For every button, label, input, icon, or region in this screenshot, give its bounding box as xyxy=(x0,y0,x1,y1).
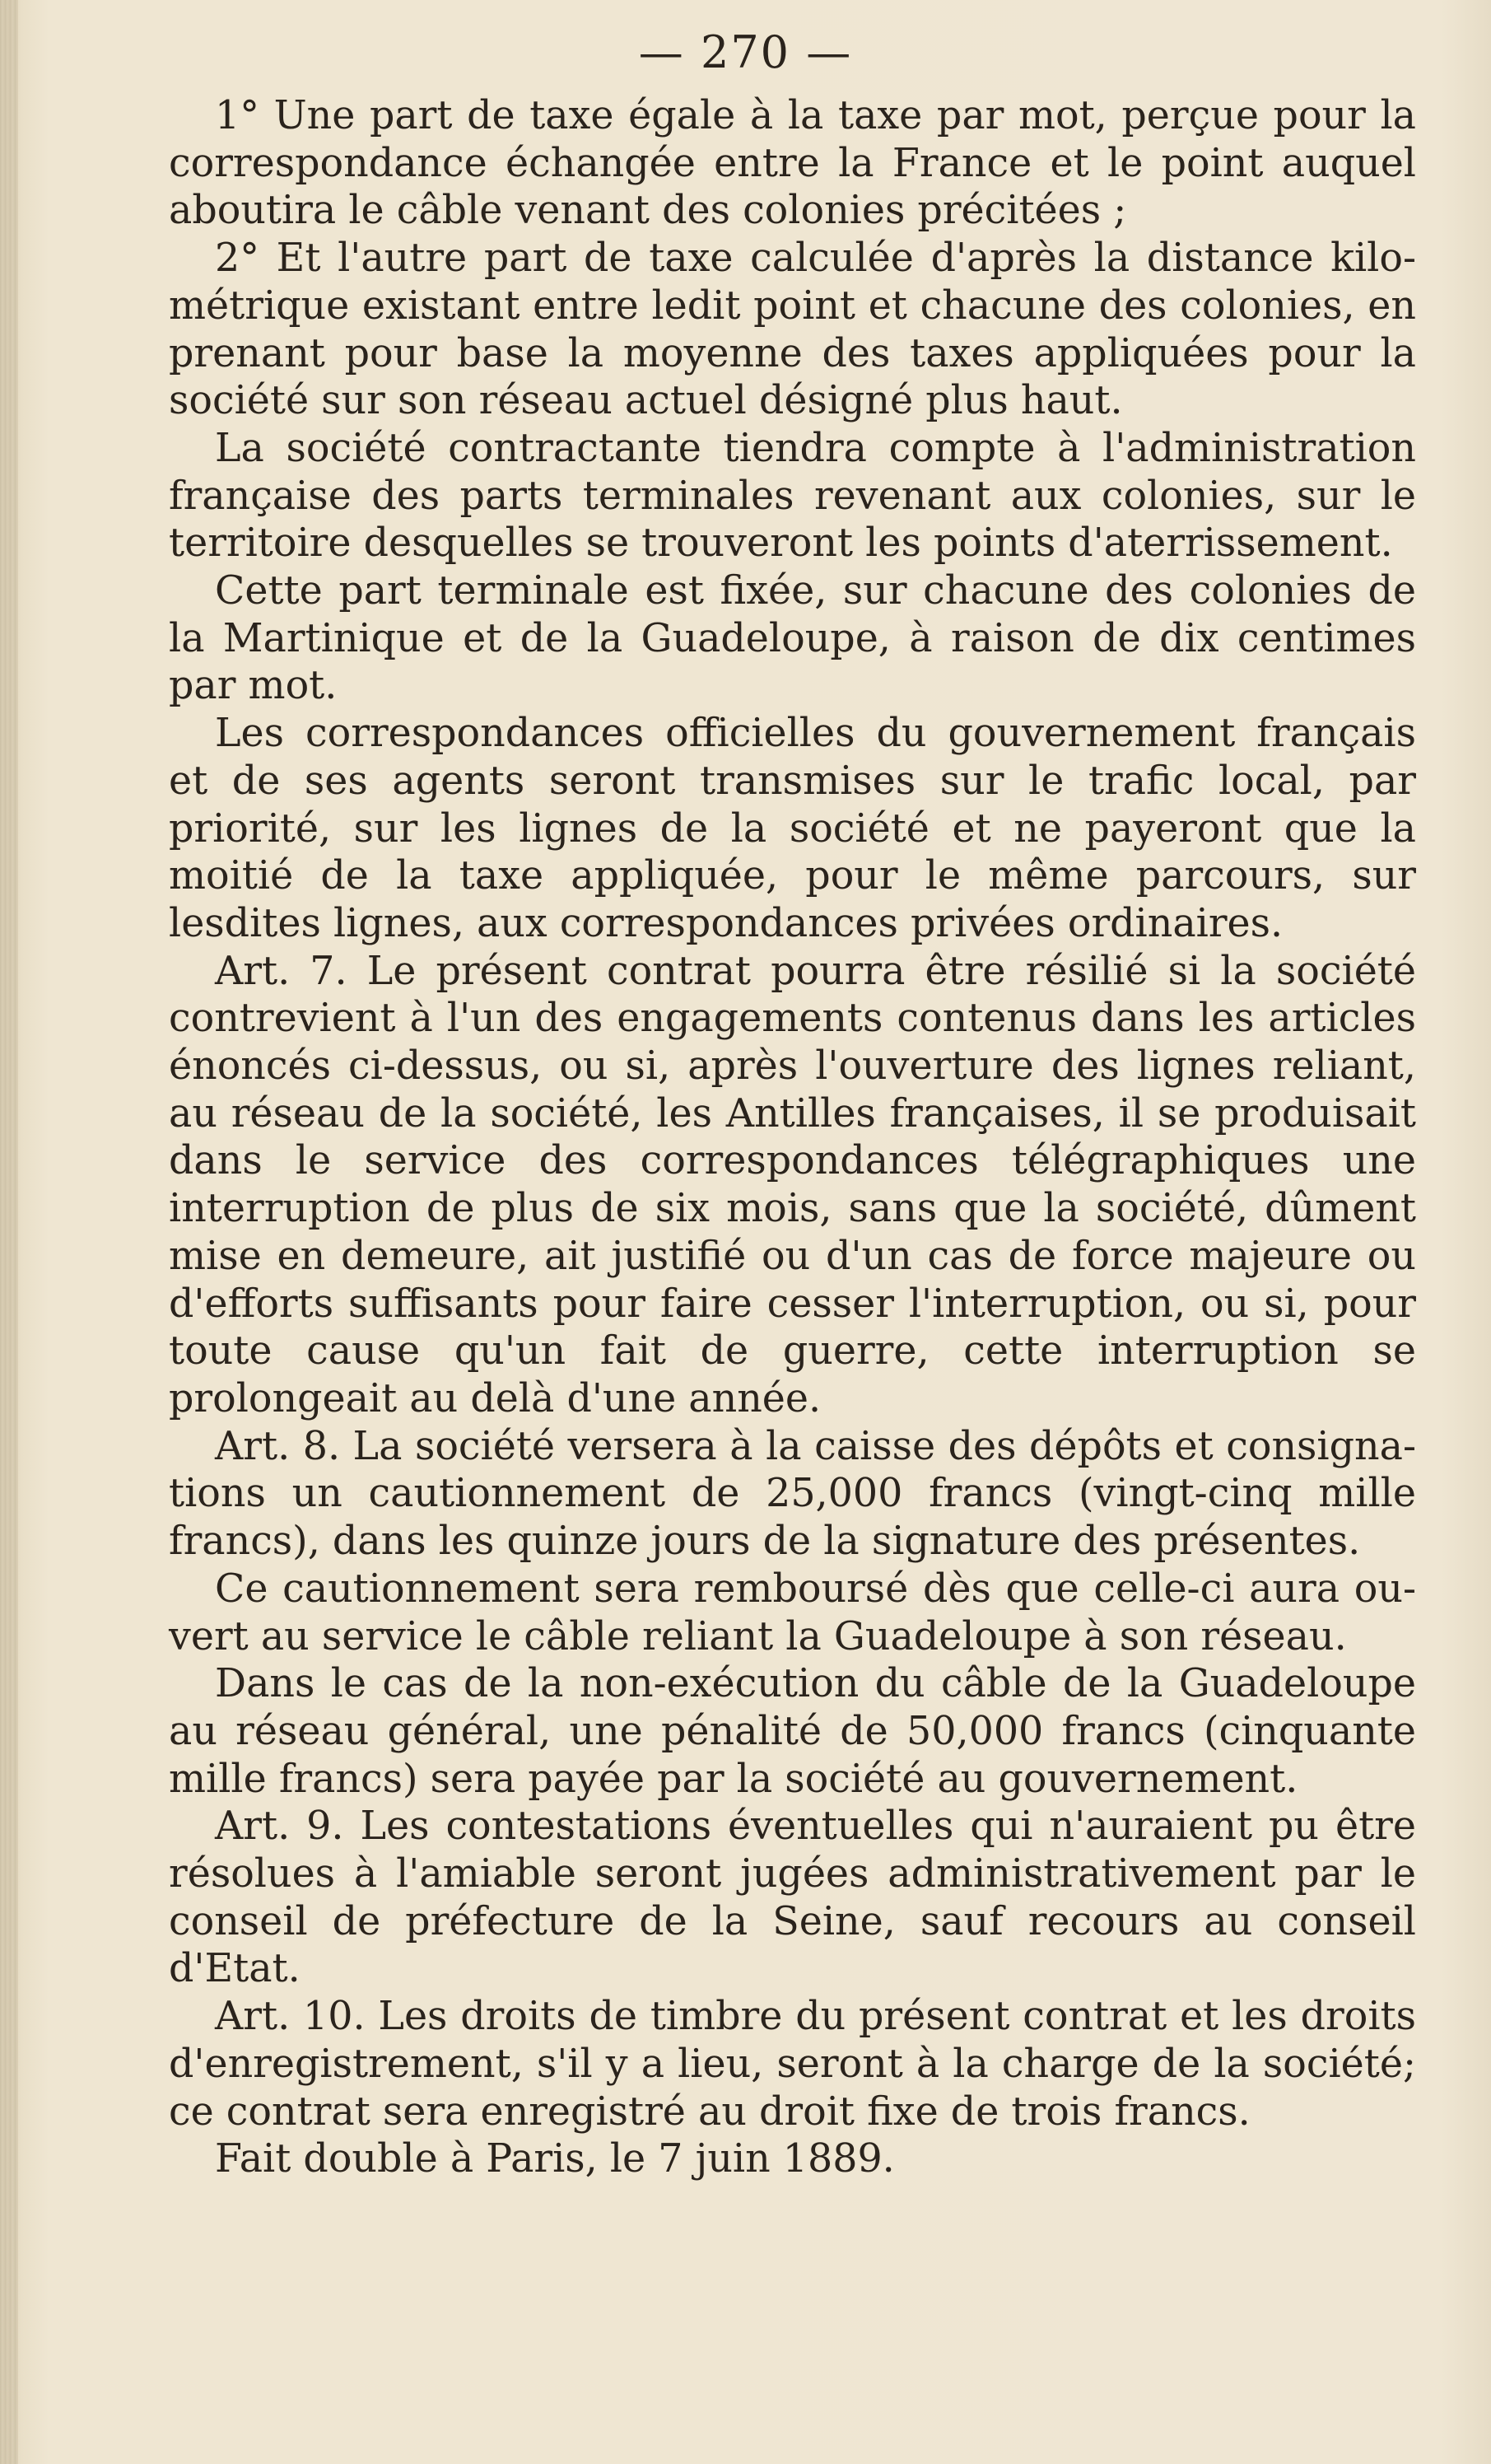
page-number-header: — 270 — xyxy=(638,26,853,78)
paragraph-art-10: Art. 10. Les droits de timbre du présent contrat et les droits d'enregistrement, s'il y a lieu, seront à la charge de la société; ce contrat sera enregistré au droit fixe de trois francs. xyxy=(169,1994,1416,2135)
paragraph-art-8: Art. 8. La société versera à la caisse des dépôts et consignations un cautionnement de 25,000 francs (vingt-cinq mille francs), dans les quinze jours de la signature des présentes. xyxy=(169,1423,1416,1565)
paragraph-art-7: Art. 7. Le présent contrat pourra être résilié si la société contrevient à l'un des engagements contenus dans les articles énoncés ci-dessus, ou si, après l'ouverture des lignes reliant, au réseau de la société, les Antilles françaises, il se produisait dans le service des correspondances télégraphiques une interruption de plus de six mois, sans que la société, dûment mise en demeure, ait justifié ou d'un cas de force majeure ou d'efforts suffisants pour faire cesser l'interruption, ou si, pour toute cause qu'un fait de guerre, cette interruption se prolongeait au delà d'une année. xyxy=(169,948,1416,1421)
paragraph-3: La société contractante tiendra compte à l'administration française des parts terminales revenant aux colonies, sur le territoire desquelles se trouveront les points d'aterrissement. xyxy=(169,425,1416,567)
body-text xyxy=(169,92,1416,2183)
page-gutter xyxy=(0,0,18,2464)
paragraph-1: 1° Une part de taxe égale à la taxe par mot, perçue pour la correspondance échangée entre la France et le point auquel aboutira le câble venant des colonies précitées ; xyxy=(169,93,1416,234)
paragraph-2: 2° Et l'autre part de taxe calculée d'après la distance kilométrique existant entre ledit point et chacune des colonies, en prenant pour base la moyenne des taxes appliquées pour la société sur son réseau actuel désigné plus haut. xyxy=(169,236,1416,424)
paragraph-5: Les correspondances officielles du gouvernement français et de ses agents seront transmises sur le trafic local, par priorité, sur les lignes de la société et ne payeront que la moitié de la taxe appliquée, pour le même parcours, sur lesdites lignes, aux correspondances privées ordinaires. xyxy=(169,711,1416,946)
paragraph-8: Ce cautionnement sera remboursé dès que celle-ci aura ouvert au service le câble reliant la Guadeloupe à son réseau. xyxy=(169,1566,1416,1659)
paragraph-9: Dans le cas de la non-exécution du câble de la Guadeloupe au réseau général, une pénalité de 50,000 francs (cinquante mille francs) sera payée par la société au gouvernement. xyxy=(169,1661,1416,1802)
signoff-line: Fait double à Paris, le 7 juin 1889. xyxy=(215,2136,895,2182)
paragraph-art-9: Art. 9. Les contestations éventuelles qui n'auraient pu être résolues à l'amiable seront jugées administrativement par le conseil de préfecture de la Seine, sauf recours au conseil d'Etat. xyxy=(169,1804,1416,1992)
paragraph-4: Cette part terminale est fixée, sur chacune des colonies de la Martinique et de la Guadeloupe, à raison de dix centimes par mot. xyxy=(169,568,1416,709)
